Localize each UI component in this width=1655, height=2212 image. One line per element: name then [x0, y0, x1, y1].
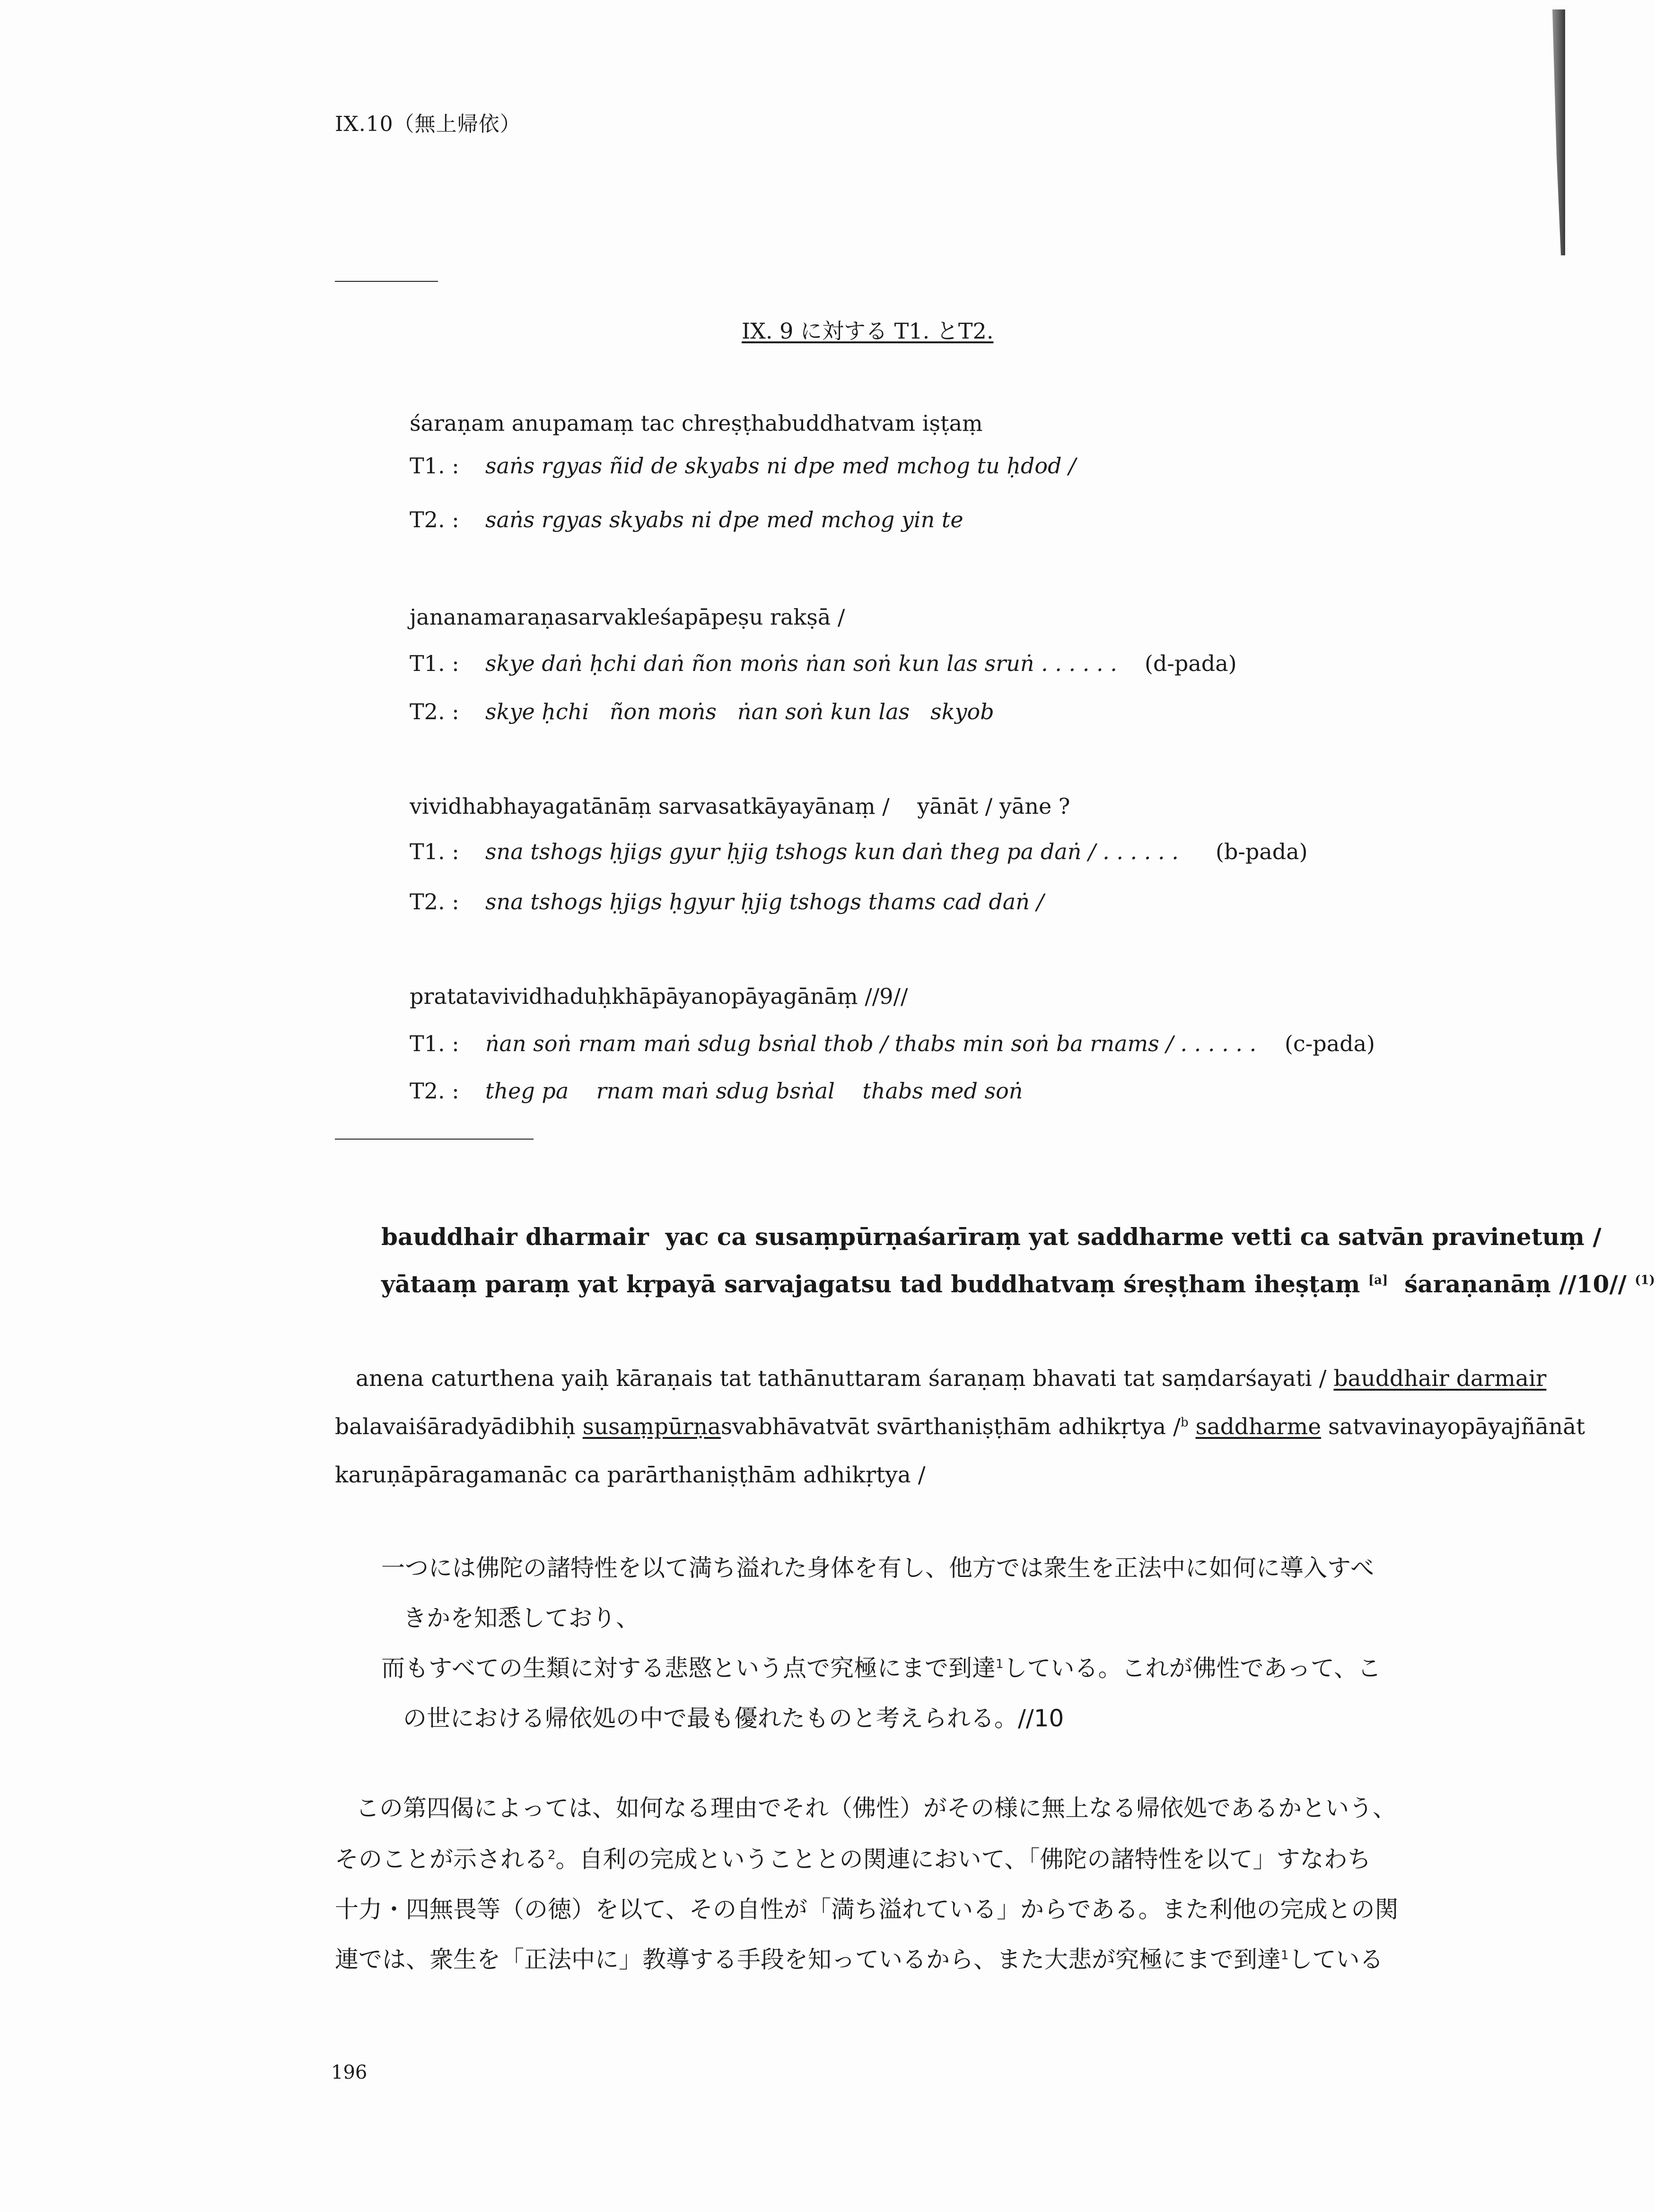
- fn-block-2-pada: (d-pada): [1145, 651, 1237, 676]
- footnote-title: IX. 9 に対する T1. とT2.: [742, 318, 994, 344]
- explanation-line-1: この第四偈によっては、如何なる理由でそれ（佛性）がその様に無上なる帰依処であるかという、: [356, 1794, 1396, 1822]
- translation-text: している。これが佛性であって、こ: [1003, 1655, 1382, 1682]
- fn-block-4-pada: (c-pada): [1285, 1031, 1375, 1056]
- fn-block-3-t1: [410, 839, 1179, 864]
- t2-label: T2. :: [410, 889, 459, 914]
- translation-line-4: の世における帰依処の中で最も優れたものと考えられる。//10: [403, 1705, 1064, 1732]
- fn-block-4-t1: [410, 1031, 1256, 1056]
- commentary-text: satvavinayopāyajñānāt: [1321, 1414, 1585, 1440]
- explanation-line-3: 十力・四無畏等（の徳）を以て、その自性が「満ち溢れている」からである。また利他の完成との関: [335, 1896, 1399, 1923]
- spacer: [1189, 1414, 1196, 1440]
- verse-line-1: bauddhair dharmair yac ca susaṃpūrṇaśarīraṃ yat saddharme vetti ca satvān pravinetuṃ /: [381, 1223, 1602, 1251]
- translation-text: 而もすべての生類に対する悲愍という点で究極にまで到達: [381, 1655, 996, 1682]
- note-mark-1: 1: [996, 1657, 1004, 1672]
- fn-block-4-t2: [410, 1078, 1023, 1104]
- underlined-term: bauddhair darmair: [1333, 1366, 1547, 1392]
- commentary-line-1: [356, 1366, 1546, 1392]
- note-mark-2: 2: [548, 1848, 556, 1863]
- footnote-rule-bottom: [335, 1139, 534, 1140]
- note-mark-a: [a]: [1368, 1273, 1388, 1288]
- verse-line-2: [381, 1270, 1655, 1298]
- t1-label: T1. :: [410, 1031, 459, 1056]
- fn-block-3-pada: (b-pada): [1216, 839, 1308, 864]
- explanation-text: 連では、衆生を「正法中に」教導する手段を知っているから、また大悲が究極にまで到達: [335, 1946, 1281, 1973]
- t1-label: T1. :: [410, 839, 459, 864]
- t1-text: saṅs rgyas ñid de skyabs ni dpe med mchog tu ḥdod /: [485, 453, 1076, 479]
- explanation-line-2: [335, 1840, 1371, 1874]
- commentary-text: balavaiśāradyādibhiḥ: [335, 1414, 583, 1440]
- t1-text: sna tshogs ḥjigs gyur ḥjig tshogs kun daṅ theg pa daṅ / . . . . . .: [485, 839, 1179, 864]
- translation-line-2: きかを知悉しており、: [403, 1604, 639, 1632]
- verse-line-2-text: yātaaṃ paraṃ yat kṛpayā sarvajagatsu tad buddhatvaṃ śreṣṭham iheṣṭaṃ: [381, 1270, 1368, 1298]
- translation-line-3: [381, 1649, 1381, 1683]
- explanation-text: そのことが示される: [335, 1846, 548, 1873]
- fn-block-1-t1: [410, 453, 1076, 479]
- explanation-text: している: [1288, 1946, 1384, 1973]
- fn-block-4-sanskrit: pratatavividhaduḥkhāpāyanopāyagānāṃ //9//: [410, 984, 908, 1009]
- note-mark-1: (1): [1635, 1273, 1655, 1288]
- commentary-text: svabhāvatvāt svārthaniṣṭhām adhikṛtya /: [721, 1414, 1181, 1440]
- commentary-line-2: [335, 1414, 1585, 1440]
- t2-text: saṅs rgyas skyabs ni dpe med mchog yin te: [485, 507, 963, 532]
- fn-block-2-t2: [410, 699, 994, 724]
- fn-block-2-t1: [410, 651, 1117, 676]
- t2-text: skye ḥchi ñon moṅs ṅan soṅ kun las skyob: [485, 699, 994, 724]
- t1-text: ṅan soṅ rnam maṅ sdug bsṅal thob / thabs min soṅ ba rnams / . . . . . .: [485, 1031, 1257, 1056]
- t2-label: T2. :: [410, 699, 459, 724]
- fn-block-3-t2: [410, 889, 1044, 914]
- t1-label: T1. :: [410, 651, 459, 676]
- underlined-term: susaṃpūrṇa: [582, 1414, 721, 1440]
- commentary-text: anena caturthena yaiḥ kāraṇais tat tathānuttaram śaraṇaṃ bhavati tat saṃdarśayati /: [356, 1366, 1334, 1392]
- fn-block-1-sanskrit: śaraṇam anupamaṃ tac chreṣṭhabuddhatvam iṣṭaṃ: [410, 410, 983, 436]
- fn-block-1-t2: [410, 507, 963, 532]
- underlined-term: saddharme: [1195, 1414, 1322, 1440]
- footnote-rule-top: [335, 281, 438, 282]
- explanation-line-4: [335, 1941, 1384, 1975]
- running-header: IX.10（無上帰依）: [335, 112, 521, 136]
- t1-text: skye daṅ ḥchi daṅ ñon moṅs ṅan soṅ kun las sruṅ . . . . . .: [485, 651, 1117, 676]
- fn-block-3-sanskrit: vividhabhayagatānāṃ sarvasatkāyayānaṃ / yānāt / yāne ?: [410, 793, 1070, 819]
- note-mark-1: 1: [1281, 1948, 1289, 1963]
- fn-block-2-sanskrit: jananamaraṇasarvakleśapāpeṣu rakṣā /: [410, 604, 845, 630]
- commentary-line-3: karuṇāpāragamanāc ca parārthaniṣṭhām adhikṛtya /: [335, 1462, 926, 1488]
- page-number: 196: [331, 2062, 368, 2083]
- t1-label: T1. :: [410, 453, 459, 479]
- translation-line-1: 一つには佛陀の諸特性を以て満ち溢れた身体を有し、他方では衆生を正法中に如何に導入すべ: [381, 1554, 1374, 1582]
- note-mark-b: b: [1180, 1415, 1189, 1430]
- verse-line-2-end: śaraṇanāṃ //10//: [1388, 1270, 1635, 1298]
- scan-edge-shadow: [1537, 9, 1565, 255]
- explanation-text: 。自利の完成ということとの関連において、「佛陀の諸特性を以て」すなわち: [555, 1846, 1371, 1873]
- t2-text: sna tshogs ḥjigs ḥgyur ḥjig tshogs thams cad daṅ /: [485, 889, 1044, 914]
- t2-label: T2. :: [410, 507, 459, 532]
- t2-text: theg pa rnam maṅ sdug bsṅal thabs med soṅ: [485, 1078, 1023, 1104]
- t2-label: T2. :: [410, 1078, 459, 1104]
